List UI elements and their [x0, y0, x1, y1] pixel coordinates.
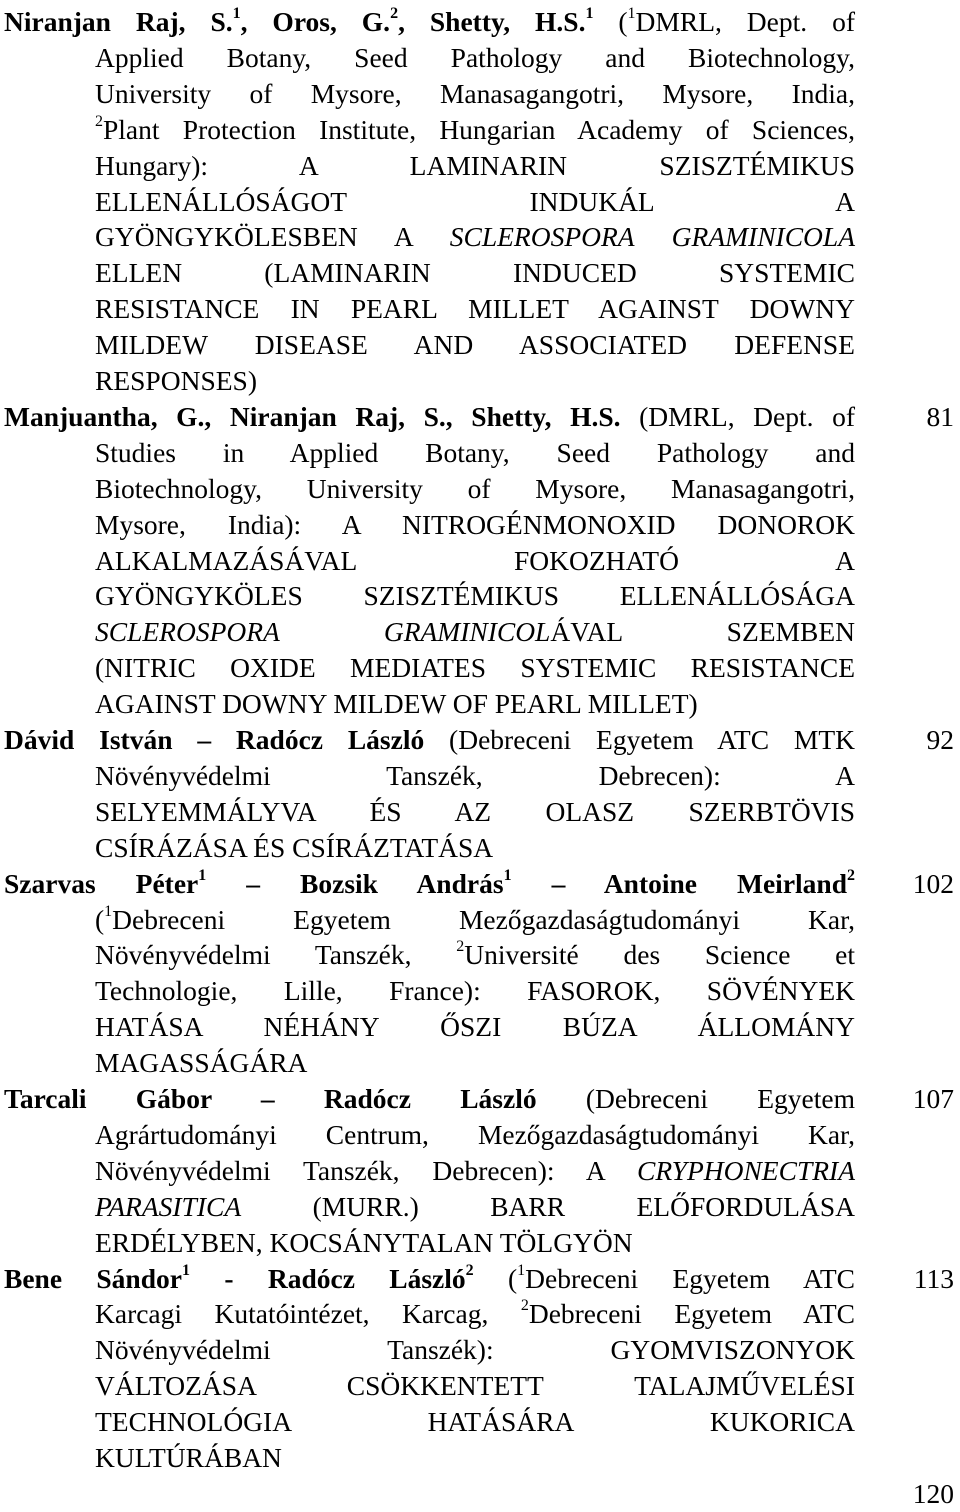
entry-text-line	[95, 507, 855, 543]
entry-text: GYÖNGYKÖLESBEN A	[95, 221, 450, 253]
entry-text: Növényvédelmi Tanszék): GYOMVISZONYOK	[95, 1334, 855, 1366]
entry-text: AGAINST DOWNY MILDEW OF PEARL MILLET)	[95, 688, 698, 720]
page-number: 113	[913, 1262, 954, 1294]
entry-text: TECHNOLÓGIA HATÁSÁRA KUKORICA	[95, 1406, 855, 1438]
entry-text: SELYEMMÁLYVA ÉS AZ OLASZ SZERBTÖVIS	[95, 795, 855, 827]
entry-text-line	[95, 614, 855, 650]
superscript: 2	[456, 938, 465, 956]
entry-text: Növényvédelmi Tanszék,	[95, 939, 457, 971]
entry-text-line	[95, 1404, 855, 1440]
entry-text-line	[95, 902, 855, 938]
entry-text-line	[95, 1332, 855, 1368]
entry-text-line	[95, 1009, 855, 1045]
entry-text-line	[95, 363, 855, 399]
author-names: – Antoine Meirland	[511, 867, 848, 899]
entry-text: (	[95, 903, 105, 935]
entry-text: HATÁSA NÉHÁNY ŐSZI BÚZA ÁLLOMÁNY	[95, 1011, 855, 1043]
author-names: , Oros, G.	[240, 6, 391, 37]
page-number: 92	[926, 724, 954, 755]
entry-text: (DMRL, Dept. of	[620, 400, 855, 432]
entry-text: Technologie, Lille, France): FASOROK, SÖVÉNYEK	[95, 975, 855, 1007]
entry-text: Applied Botany, Seed Pathology and Biotechnology,	[95, 41, 855, 73]
entry-text: Debreceni Egyetem ATC	[525, 1262, 855, 1294]
entry-text-line	[95, 184, 855, 220]
superscript: 1	[181, 1261, 190, 1279]
entry-text-line	[95, 686, 855, 722]
entry-text-line	[95, 650, 855, 686]
superscript: 1	[627, 5, 636, 22]
entry-text: (NITRIC OXIDE MEDIATES SYSTEMIC RESISTANCE	[95, 652, 855, 684]
superscript: 2	[390, 5, 399, 22]
entry-text-line	[95, 1117, 855, 1153]
entry-heading-line	[4, 1081, 855, 1117]
entry-text-line	[95, 1440, 855, 1476]
entry-text: Hungary): A LAMINARIN SZISZTÉMIKUS	[95, 149, 855, 181]
entry-text: RESISTANCE IN PEARL MILLET AGAINST DOWNY	[95, 293, 855, 325]
entry-text-line	[95, 219, 855, 255]
entry-text-line	[95, 76, 855, 112]
entry-heading-line	[4, 722, 855, 758]
entry-text: Biotechnology, University of Mysore, Manasagangotri,	[95, 472, 855, 504]
page-number: 107	[912, 1083, 954, 1114]
author-names: Dávid István – Radócz László	[4, 724, 425, 755]
superscript: 1	[585, 5, 594, 22]
entry-heading-line	[4, 866, 855, 902]
entry-text-line	[95, 112, 855, 148]
entry-text: PARASITICA	[95, 1190, 242, 1222]
entry-text-line	[95, 1045, 855, 1081]
entry-text-line	[95, 148, 855, 184]
superscript: 1	[232, 5, 241, 22]
author-names: – Bozsik András	[206, 867, 504, 899]
entry-text-line	[95, 1189, 855, 1225]
superscript: 2	[520, 1297, 529, 1315]
entry-text: VÁLTOZÁSA CSÖKKENTETT TALAJMŰVELÉSI	[95, 1370, 855, 1402]
entry-text: (MURR.) BARR ELŐFORDULÁSA	[241, 1190, 855, 1222]
entry-text: ALKALMAZÁSÁVAL FOKOZHATÓ A	[95, 544, 855, 576]
entry-text-line	[95, 1296, 855, 1332]
author-names: - Radócz László	[189, 1262, 466, 1294]
entry-text-line	[95, 794, 855, 830]
entry-text: (	[593, 6, 628, 37]
entry-text: CRYPHONECTRIA	[637, 1154, 855, 1186]
entry-text: Plant Protection Institute, Hungarian Academy of Sciences,	[103, 113, 855, 145]
entry-text-line	[95, 40, 855, 76]
entry-text: MILDEW DISEASE AND ASSOCIATED DEFENSE	[95, 329, 855, 361]
entry-text: Debreceni Egyetem ATC	[528, 1298, 856, 1330]
entry-text-line	[95, 830, 855, 866]
superscript: 1	[198, 866, 207, 884]
page-number: 102	[912, 867, 954, 899]
entry-text: RESPONSES)	[95, 365, 257, 396]
page-number: 81	[926, 400, 954, 432]
entry-text-line	[95, 1225, 855, 1261]
author-names: Tarcali Gábor – Radócz László	[4, 1083, 537, 1114]
entry-heading-line	[4, 399, 855, 435]
entry-text-line	[95, 543, 855, 579]
entry-text: University of Mysore, Manasagangotri, Mysore, India,	[95, 77, 855, 109]
author-names: , Shetty, H.S.	[398, 6, 586, 37]
superscript: 1	[503, 866, 512, 884]
entry-text-line	[95, 327, 855, 363]
entry-text-line	[95, 1368, 855, 1404]
superscript: 2	[847, 866, 856, 884]
entry-heading-line	[4, 4, 855, 40]
entry-text: ERDÉLYBEN, KOCSÁNYTALAN TÖLGYÖN	[95, 1226, 633, 1258]
entry-text: Debreceni Egyetem Mezőgazdaságtudományi Kar,	[112, 903, 855, 935]
entry-text-line	[95, 758, 855, 794]
entry-text: SCLEROSPORA GRAMINICOLA	[449, 221, 855, 253]
entry-text: KULTÚRÁBAN	[95, 1442, 282, 1473]
entry-text: Növényvédelmi Tanszék, Debrecen): A	[95, 1154, 637, 1186]
entry-text: (Debreceni Egyetem ATC MTK	[424, 724, 855, 755]
page-number: 120	[912, 1478, 954, 1509]
author-names: Manjuantha, G., Niranjan Raj, S., Shetty, H.S.	[4, 400, 621, 432]
entry-text: (	[473, 1262, 518, 1294]
entry-text: DMRL, Dept. of	[635, 6, 855, 37]
entry-text-line	[95, 255, 855, 291]
entry-text-line	[95, 435, 855, 471]
superscript: 2	[95, 112, 103, 130]
entry-text: Karcagi Kutatóintézet, Karcag,	[95, 1298, 521, 1330]
entry-text-line	[95, 578, 855, 614]
superscript: 1	[517, 1261, 526, 1279]
entry-text: Agrártudományi Centrum, Mezőgazdaságtudományi Kar,	[95, 1118, 855, 1150]
entry-heading-line	[4, 1261, 855, 1297]
entry-text-line	[95, 291, 855, 327]
entry-text: SCLEROSPORA GRAMINICOL	[95, 616, 551, 648]
entry-text: Növényvédelmi Tanszék, Debrecen): A	[95, 759, 855, 791]
entry-text: GYÖNGYKÖLES SZISZTÉMIKUS ELLENÁLLÓSÁGA	[95, 580, 855, 612]
entry-text: ELLEN (LAMINARIN INDUCED SYSTEMIC	[95, 257, 855, 289]
entry-text-line	[95, 973, 855, 1009]
entry-text-line	[95, 471, 855, 507]
entry-text: Mysore, India): A NITROGÉNMONOXID DONOROK	[95, 508, 855, 540]
author-names: Szarvas Péter	[4, 867, 199, 899]
superscript: 1	[104, 902, 113, 920]
author-names: Niranjan Raj, S.	[4, 6, 233, 37]
entry-text-line	[95, 937, 855, 973]
entry-text: MAGASSÁGÁRA	[95, 1047, 308, 1079]
entry-text: ELLENÁLLÓSÁGOT INDUKÁL A	[95, 185, 855, 217]
author-names: Bene Sándor	[4, 1262, 182, 1294]
entry-text: CSÍRÁZÁSA ÉS CSÍRÁZTATÁSA	[95, 831, 494, 863]
superscript: 2	[465, 1261, 474, 1279]
entry-text: Studies in Applied Botany, Seed Pathology and	[95, 436, 855, 468]
entry-text-line	[95, 1153, 855, 1189]
entry-text: ÁVAL SZEMBEN	[550, 616, 855, 648]
entry-text: (Debreceni Egyetem	[536, 1083, 855, 1114]
entry-text: Université des Science et	[464, 939, 855, 971]
